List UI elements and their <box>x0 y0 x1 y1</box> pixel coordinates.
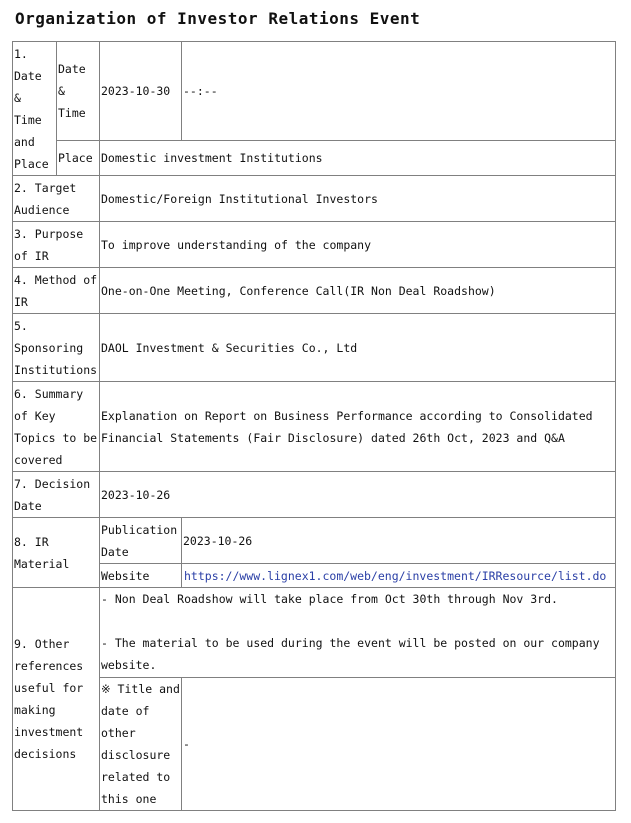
place-sublabel: Place <box>57 141 100 176</box>
website-cell <box>182 564 616 588</box>
website-label: Website <box>100 564 182 588</box>
method-label: 4. Method of IR <box>13 268 100 314</box>
row-target-audience <box>13 176 616 222</box>
other-note-material: - The material to be used during the event will be posted on our company website. <box>101 636 600 672</box>
summary-label: 6. Summary of Key Topics to be covered <box>13 382 100 472</box>
row-date-time <box>13 42 616 141</box>
row-publication-date <box>13 518 616 564</box>
event-place: Domestic investment Institutions <box>100 141 616 176</box>
website-link[interactable]: https://www.lignex1.com/web/eng/investment/IRResource/list.do <box>184 568 607 583</box>
row-sponsor <box>13 314 616 382</box>
method-value: One-on-One Meeting, Conference Call(IR Non Deal Roadshow) <box>100 268 616 314</box>
decision-date-label: 7. Decision Date <box>13 472 100 518</box>
purpose-value: To improve understanding of the company <box>100 222 616 268</box>
publication-date-label: Publication Date <box>100 518 182 564</box>
sponsor-value: DAOL Investment & Securities Co., Ltd <box>100 314 616 382</box>
target-audience-value: Domestic/Foreign Institutional Investors <box>100 176 616 222</box>
row-place <box>13 141 616 176</box>
row-summary <box>13 382 616 472</box>
page-title: Organization of Investor Relations Event <box>15 9 421 28</box>
sponsor-label: 5. Sponsoring Institutions <box>13 314 100 382</box>
row-other-notes <box>13 588 616 678</box>
event-date: 2023-10-30 <box>100 42 182 141</box>
row-website <box>13 564 616 588</box>
date-time-place-label: 1. Date & Time and Place <box>13 42 57 176</box>
summary-value: Explanation on Report on Business Performance according to Consolidated Financial Statements (Fair Disclosure) dated 26th Oct, 2023 and Q&A <box>100 382 616 472</box>
publication-date-value: 2023-10-26 <box>182 518 616 564</box>
target-audience-label: 2. Target Audience <box>13 176 100 222</box>
other-references-label: 9. Other references useful for making investment decisions <box>13 588 100 811</box>
row-method <box>13 268 616 314</box>
row-purpose <box>13 222 616 268</box>
other-notes-cell <box>100 588 616 678</box>
event-time: --:-- <box>182 42 616 141</box>
row-other-disclosure <box>13 678 616 811</box>
other-disclosure-value: - <box>182 678 616 811</box>
ir-material-label: 8. IR Material <box>13 518 100 588</box>
decision-date-value: 2023-10-26 <box>100 472 616 518</box>
purpose-label: 3. Purpose of IR <box>13 222 100 268</box>
row-decision-date <box>13 472 616 518</box>
other-disclosure-label: ※ Title and date of other disclosure related to this one <box>100 678 182 811</box>
other-note-roadshow: - Non Deal Roadshow will take place from Oct 30th through Nov 3rd. <box>101 592 558 606</box>
ir-event-table <box>12 41 616 811</box>
date-time-sublabel: Date & Time <box>57 42 100 141</box>
